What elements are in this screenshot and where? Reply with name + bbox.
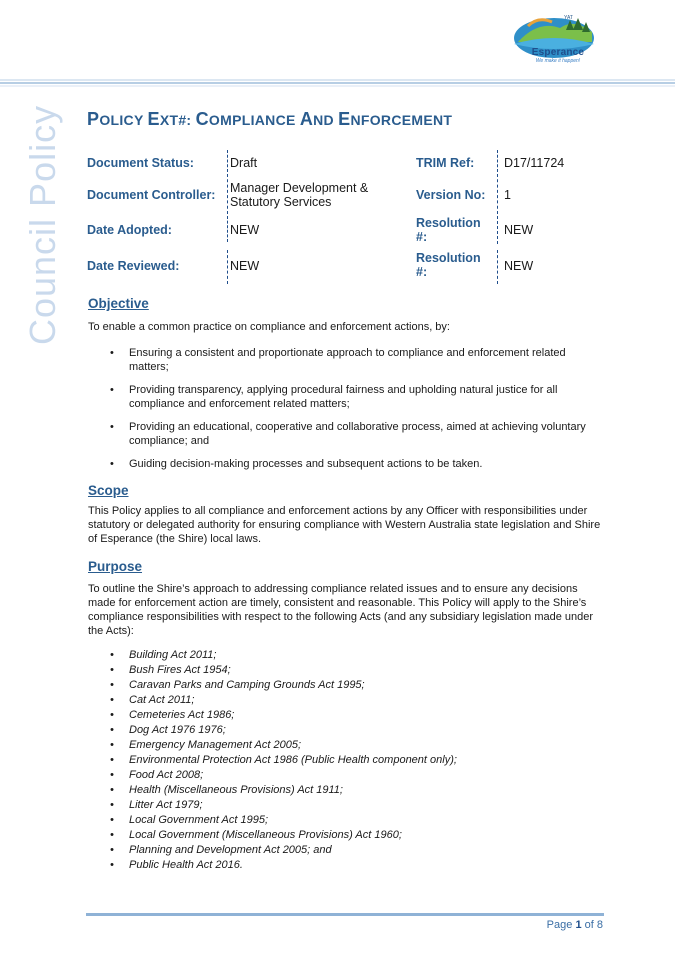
reviewed-label: Date Reviewed: (87, 259, 180, 273)
header-divider (0, 78, 675, 88)
footer-divider (86, 913, 604, 916)
list-item: • Planning and Development Act 2005; and (88, 843, 603, 858)
total-pages: 8 (596, 919, 603, 931)
list-item: • Litter Act 1979; (88, 798, 603, 813)
scope-heading: Scope (88, 483, 129, 498)
resolution-label-line1: Resolution (416, 216, 481, 230)
resolution-value: NEW (504, 259, 534, 273)
objective-list (88, 346, 603, 480)
purpose-text: To outline the Shire’s approach to addressing compliance related issues and to ensure any decisions made for enforcement action are timely, consistent and reasonable. This Policy will apply to the Shire’s compliance responsibilities with respect to the following Acts (and any subsidiary legislation made under the Acts): (88, 583, 594, 637)
svg-text:YAT: YAT (564, 15, 573, 21)
trim-value: D17/11724 (504, 156, 565, 170)
list-item: • Ensuring a consistent and proportionate approach to compliance and enforcement related matters; (88, 346, 603, 374)
title-initial: E (338, 109, 351, 129)
list-item: • Environmental Protection Act 1986 (Public Health component only); (88, 753, 603, 768)
title-initial: E (147, 109, 160, 129)
page-word: Page (546, 919, 573, 931)
version-value: 1 (504, 188, 511, 202)
separator (497, 174, 498, 214)
list-item: • Providing an educational, cooperative and collaborative process, aimed at achieving voluntary compliance; and (88, 420, 603, 448)
page-number (547, 919, 603, 931)
controller-label: Document Controller: (87, 188, 216, 202)
resolution-label-line2: #: (416, 230, 428, 244)
trim-label: TRIM Ref: (416, 156, 475, 170)
controller-value-line2: Statutory Services (230, 195, 332, 209)
list-item: • Guiding decision-making processes and subsequent actions to be taken. (88, 457, 603, 471)
of-word: of (584, 919, 594, 931)
logo-name: Esperance (531, 47, 585, 58)
page-title: POLICY EXT#: COMPLIANCE AND ENFORCEMENT (87, 109, 453, 129)
resolution-label-line1: Resolution (416, 251, 481, 265)
list-item: • Caravan Parks and Camping Grounds Act 1995; (88, 678, 603, 693)
list-item: • Dog Act 1976 1976; (88, 723, 603, 738)
council-policy-side-label: Council Policy (22, 104, 63, 345)
list-item: • Health (Miscellaneous Provisions) Act 1911; (88, 783, 603, 798)
list-item: • Cat Act 2011; (88, 693, 603, 708)
list-item: • Local Government (Miscellaneous Provisions) Act 1960; (88, 828, 603, 843)
objective-heading: Objective (88, 296, 149, 311)
separator (227, 216, 228, 242)
logo-tagline: We make it happen! (535, 58, 581, 64)
separator (497, 250, 498, 284)
title-initial: C (195, 109, 209, 129)
separator (227, 174, 228, 214)
version-label: Version No: (416, 188, 486, 202)
status-value: Draft (230, 156, 258, 170)
scope-text: This Policy applies to all compliance and enforcement actions by any Officer with responsibilities under statutory or delegated authority for ensuring compliance with Western Australia state legislation and Shire of Esperance (the Shire) local laws. (88, 505, 601, 545)
resolution-value: NEW (504, 223, 534, 237)
purpose-heading: Purpose (88, 559, 143, 574)
title-initial: A (299, 109, 314, 129)
status-label: Document Status: (87, 156, 194, 170)
separator (227, 150, 228, 172)
adopted-label: Date Adopted: (87, 223, 172, 237)
list-item: • Local Government Act 1995; (88, 813, 603, 828)
list-item: • Emergency Management Act 2005; (88, 738, 603, 753)
current-page: 1 (575, 919, 582, 931)
document-metadata (87, 150, 602, 285)
list-item: • Building Act 2011; (88, 648, 603, 663)
list-item: • Cemeteries Act 1986; (88, 708, 603, 723)
adopted-value: NEW (230, 223, 260, 237)
resolution-label-line2: #: (416, 265, 428, 279)
list-item: • Bush Fires Act 1954; (88, 663, 603, 678)
list-item: • Public Health Act 2016. (88, 858, 603, 873)
acts-list (88, 648, 603, 873)
list-item: • Providing transparency, applying procedural fairness and upholding natural justice for all compliance and enforcement related matters; (88, 383, 603, 411)
list-item: • Food Act 2008; (88, 768, 603, 783)
controller-value-line1: Manager Development & (230, 181, 369, 195)
separator (227, 250, 228, 284)
reviewed-value: NEW (230, 259, 260, 273)
separator (497, 216, 498, 244)
objective-intro: To enable a common practice on compliance and enforcement actions, by: (88, 321, 450, 333)
separator (497, 150, 498, 172)
title-initial: P (87, 109, 100, 129)
